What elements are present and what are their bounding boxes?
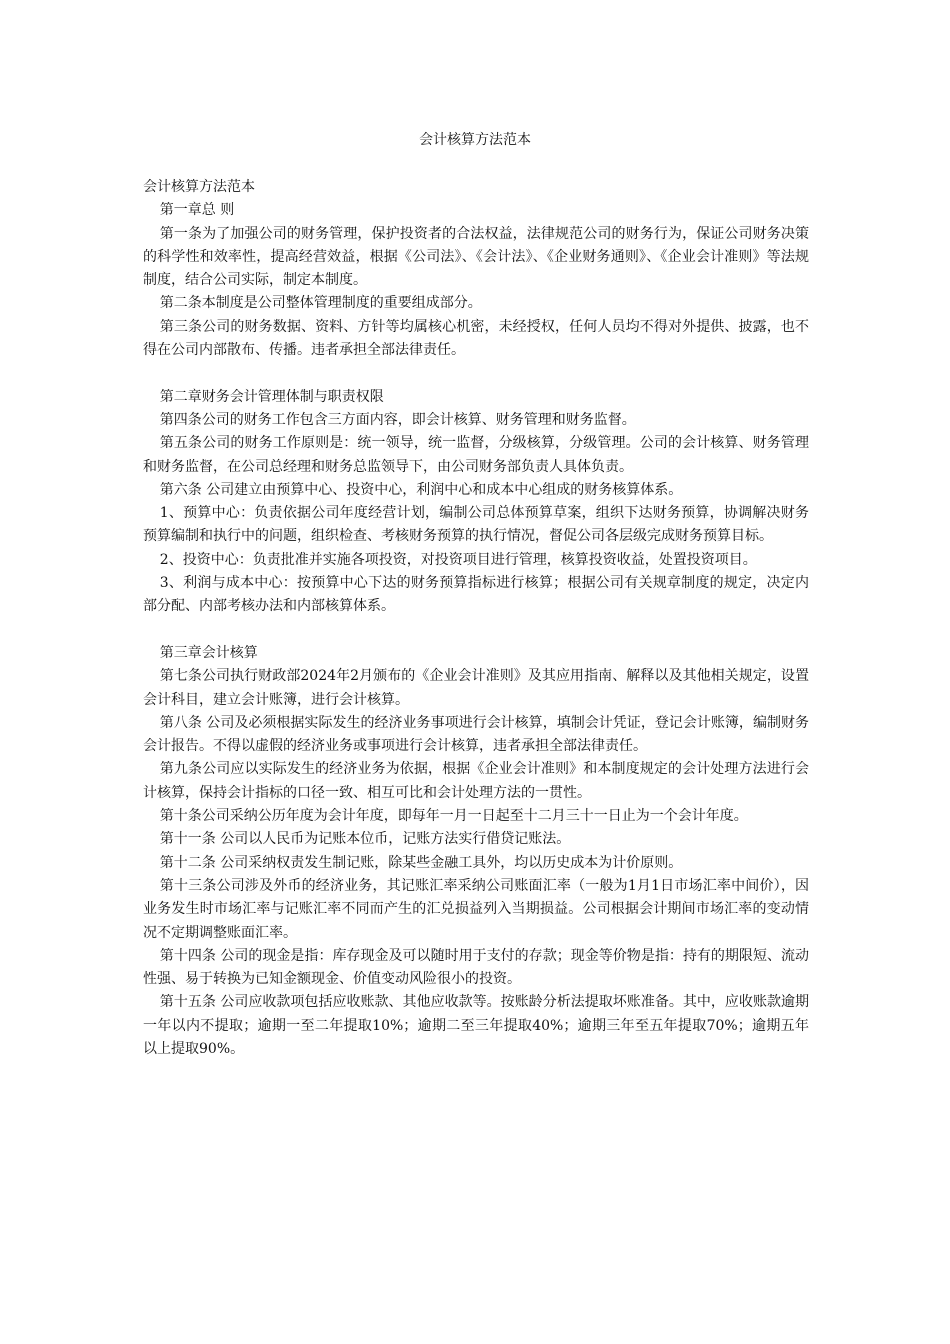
article-9: 第九条公司应以实际发生的经济业务为依据，根据《企业会计准则》和本制度规定的会计处理方法进行会计核算，保持会计指标的口径一致、相互可比和会计处理方法的一贯性。 — [143, 761, 809, 801]
article-6: 第六条 公司建立由预算中心、投资中心，利润中心和成本中心组成的财务核算体系。 — [159, 481, 683, 498]
article-2: 第二条本制度是公司整体管理制度的重要组成部分。 — [159, 295, 482, 312]
article-4: 第四条公司的财务工作包含三方面内容，即会计核算、财务管理和财务监督。 — [159, 411, 636, 428]
list-item-investment-center: 2、投资中心：负责批准并实施各项投资，对投资项目进行管理，核算投资收益，处置投资项目。 — [159, 551, 757, 568]
document-body — [143, 176, 809, 1061]
chapter-3-heading: 第三章会计核算 — [159, 644, 258, 661]
chapter-1-heading: 第一章总 则 — [159, 202, 235, 219]
page-title: 会计核算方法范本 — [419, 132, 531, 148]
article-1: 第一条为了加强公司的财务管理，保护投资者的合法权益，法律规范公司的财务行为，保证公司财务决策的科学性和效率性，提高经营效益，根据《公司法》、《会计法》、《企业财务通则》、《企业会计准则》等法规制度，结合公司实际，制定本制度。 — [143, 225, 809, 289]
article-14: 第十四条 公司的现金是指：库存现金及可以随时用于支付的存款；现金等价物是指：持有的期限短、流动性强、易于转换为已知金额现金、价值变动风险很小的投资。 — [143, 947, 809, 988]
article-3: 第三条公司的财务数据、资料、方针等均属核心机密，未经授权，任何人员均不得对外提供、披露，也不得在公司内部散布、传播。违者承担全部法律责任。 — [143, 318, 809, 359]
article-5: 第五条公司的财务工作原则是：统一领导，统一监督，分级核算，分级管理。公司的会计核算、财务管理和财务监督，在公司总经理和财务总监领导下，由公司财务部负责人具体负责。 — [143, 435, 809, 475]
chapter-2-heading: 第二章财务会计管理体制与职责权限 — [159, 388, 384, 405]
article-12: 第十二条 公司采纳权责发生制记账，除某些金融工具外，均以历史成本为计价原则。 — [159, 854, 683, 871]
article-13: 第十三条公司涉及外币的经济业务，其记账汇率采纳公司账面汇率（一般为1月1日市场汇率中间价），因业务发生时市场汇率与记账汇率不同而产生的汇兑损益列入当期损益。公司根据会计期间市场汇率的变动情况不定期调整账面汇率。 — [143, 877, 809, 941]
list-item-profit-cost-center: 3、利润与成本中心：按预算中心下达的财务预算指标进行核算；根据公司有关规章制度的规定，决定内部分配、内部考核办法和内部核算体系。 — [143, 575, 809, 615]
list-item-budget-center: 1、预算中心：负责依据公司年度经营计划，编制公司总体预算草案，组织下达财务预算，协调解决财务预算编制和执行中的问题，组织检查、考核财务预算的执行情况，督促公司各层级完成财务预算目标。 — [143, 505, 809, 545]
blank-line — [143, 619, 809, 642]
article-15: 第十五条 公司应收款项包括应收账款、其他应收款等。按账龄分析法提取坏账准备。其中，应收账款逾期一年以内不提取；逾期一至二年提取10%；逾期二至三年提取40%；逾期三年至五年提取70%；逾期五年以上提取90%。 — [143, 994, 809, 1057]
blank-line — [143, 362, 809, 385]
article-11: 第十一条 公司以人民币为记账本位币，记账方法实行借贷记账法。 — [159, 831, 571, 848]
article-8: 第八条 公司及必须根据实际发生的经济业务事项进行会计核算，填制会计凭证，登记会计账簿，编制财务会计报告。不得以虚假的经济业务或事项进行会计核算，违者承担全部法律责任。 — [143, 714, 809, 755]
article-10: 第十条公司采纳公历年度为会计年度，即每年一月一日起至十二月三十一日止为一个会计年度。 — [159, 808, 748, 825]
document-subtitle: 会计核算方法范本 — [143, 179, 255, 195]
article-7: 第七条公司执行财政部2024年2月颁布的《企业会计准则》及其应用指南、解释以及其他相关规定，设置会计科目，建立会计账簿，进行会计核算。 — [143, 668, 809, 708]
